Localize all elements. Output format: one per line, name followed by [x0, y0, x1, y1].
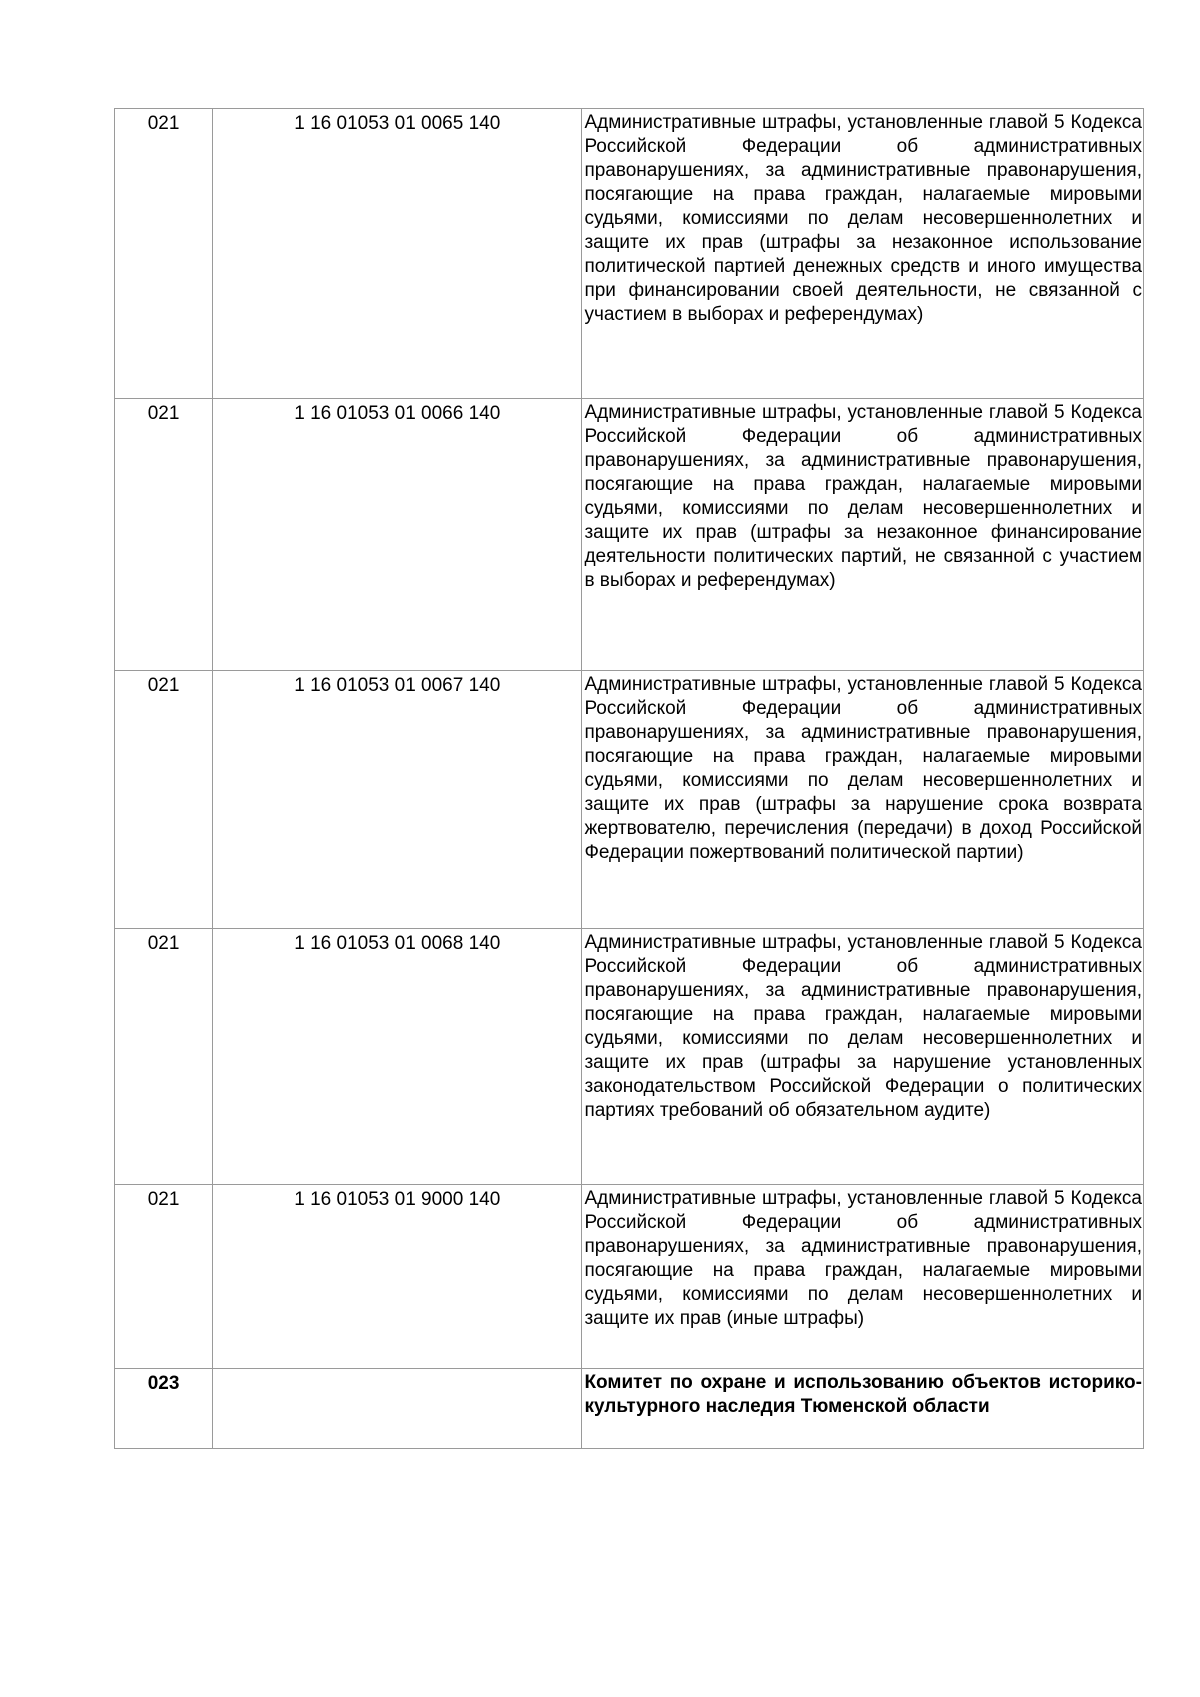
budget-classification-code: 1 16 01053 01 0066 140 [213, 399, 582, 671]
administrator-code: 021 [115, 1185, 213, 1369]
budget-classification-table [114, 108, 1144, 1449]
table-row [115, 671, 1144, 929]
budget-classification-code [213, 1369, 582, 1449]
table-row-section-header [115, 1369, 1144, 1449]
table-row [115, 929, 1144, 1185]
revenue-description: Административные штрафы, установленные главой 5 Кодекса Российской Федерации об административных правонарушениях, за административные правонарушения, посягающие на права граждан, налагаемые мировыми судьями, комиссиями по делам несовершеннолетних и защите их прав (иные штрафы) [582, 1185, 1144, 1369]
revenue-description: Административные штрафы, установленные главой 5 Кодекса Российской Федерации об административных правонарушениях, за административные правонарушения, посягающие на права граждан, налагаемые мировыми судьями, комиссиями по делам несовершеннолетних и защите их прав (штрафы за нарушение установленных законодательством Российской Федерации о политических партиях требований об обязательном аудите) [582, 929, 1144, 1185]
table-row [115, 109, 1144, 399]
table-row [115, 399, 1144, 671]
administrator-code: 023 [115, 1369, 213, 1449]
budget-classification-code: 1 16 01053 01 0067 140 [213, 671, 582, 929]
revenue-description: Административные штрафы, установленные главой 5 Кодекса Российской Федерации об административных правонарушениях, за административные правонарушения, посягающие на права граждан, налагаемые мировыми судьями, комиссиями по делам несовершеннолетних и защите их прав (штрафы за незаконное финансирование деятельности политических партий, не связанной с участием в выборах и референдумах) [582, 399, 1144, 671]
administrator-code: 021 [115, 671, 213, 929]
table-row [115, 1185, 1144, 1369]
administrator-code: 021 [115, 109, 213, 399]
administrator-code: 021 [115, 399, 213, 671]
budget-classification-code: 1 16 01053 01 0065 140 [213, 109, 582, 399]
budget-classification-code: 1 16 01053 01 0068 140 [213, 929, 582, 1185]
budget-classification-code: 1 16 01053 01 9000 140 [213, 1185, 582, 1369]
revenue-description: Административные штрафы, установленные главой 5 Кодекса Российской Федерации об административных правонарушениях, за административные правонарушения, посягающие на права граждан, налагаемые мировыми судьями, комиссиями по делам несовершеннолетних и защите их прав (штрафы за незаконное использование политической партией денежных средств и иного имущества при финансировании своей деятельности, не связанной с участием в выборах и референдумах) [582, 109, 1144, 399]
administrator-code: 021 [115, 929, 213, 1185]
revenue-description: Административные штрафы, установленные главой 5 Кодекса Российской Федерации об административных правонарушениях, за административные правонарушения, посягающие на права граждан, налагаемые мировыми судьями, комиссиями по делам несовершеннолетних и защите их прав (штрафы за нарушение срока возврата жертвователю, перечисления (передачи) в доход Российской Федерации пожертвований политической партии) [582, 671, 1144, 929]
administrator-name: Комитет по охране и использованию объектов историко-культурного наследия Тюменской области [582, 1369, 1144, 1449]
